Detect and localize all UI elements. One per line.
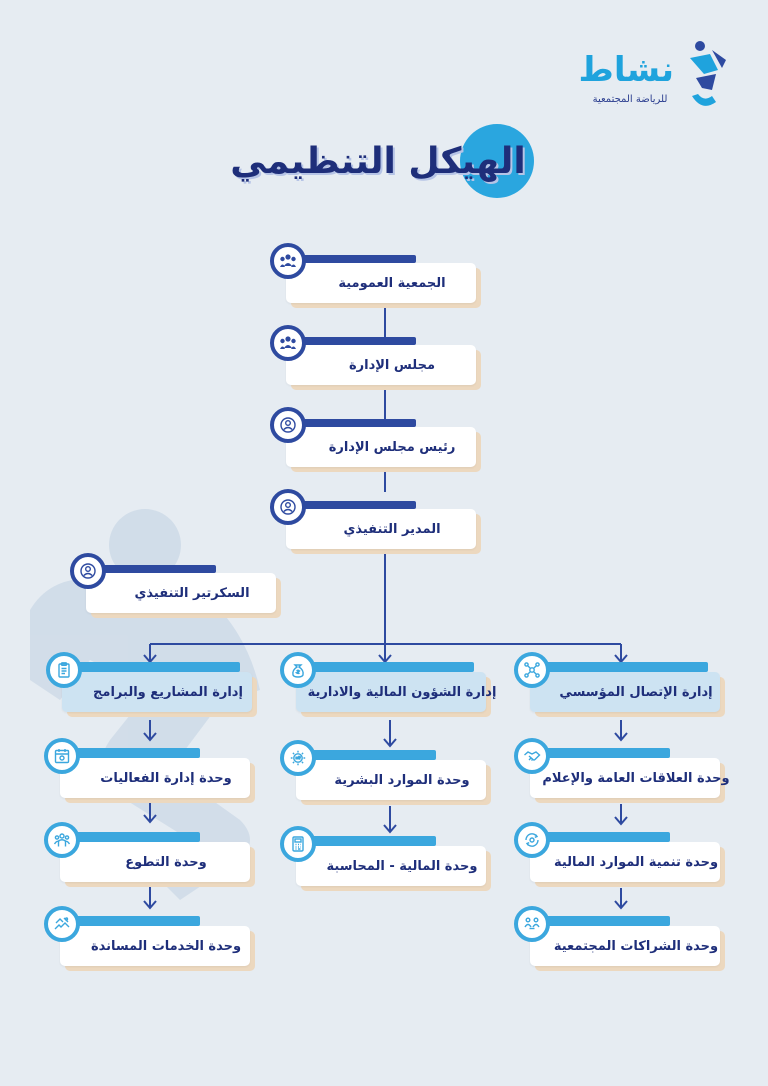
node-box bbox=[286, 345, 476, 385]
node-header-bar bbox=[294, 501, 416, 509]
brand-logo bbox=[578, 40, 738, 120]
node-box bbox=[530, 926, 720, 966]
node-box bbox=[530, 672, 720, 712]
node-box bbox=[296, 672, 497, 712]
node-box bbox=[60, 842, 250, 882]
node-header-bar bbox=[304, 750, 436, 760]
node-header-bar bbox=[294, 337, 416, 345]
node-label: الجمعية العمومية bbox=[338, 275, 446, 291]
arrow-right-3 bbox=[615, 888, 627, 908]
node-header-bar bbox=[68, 832, 200, 842]
node-box bbox=[286, 427, 476, 467]
node-label: وحدة تنمية الموارد المالية bbox=[553, 854, 719, 870]
node-box bbox=[62, 672, 252, 712]
node-label: رئيس مجلس الإدارة bbox=[328, 439, 456, 455]
network-people-icon bbox=[514, 652, 550, 688]
node-header-bar bbox=[294, 255, 416, 263]
node-box bbox=[530, 758, 730, 798]
person-icon bbox=[270, 489, 306, 525]
node-label: وحدة المالية - المحاسبة bbox=[326, 858, 478, 874]
money-bag-icon bbox=[280, 652, 316, 688]
node-header-bar bbox=[68, 916, 200, 926]
node-header-bar bbox=[538, 748, 670, 758]
node-label: وحدة العلاقات العامة والإعلام bbox=[542, 770, 730, 786]
node-header-bar bbox=[538, 662, 708, 672]
node-box bbox=[286, 509, 476, 549]
support-hands-icon bbox=[44, 906, 80, 942]
handshake-icon bbox=[514, 738, 550, 774]
node-box bbox=[296, 846, 486, 886]
arrow-to-dept-middle bbox=[379, 644, 391, 662]
node-box bbox=[60, 926, 250, 966]
node-box bbox=[286, 263, 476, 303]
node-header-bar bbox=[294, 419, 416, 427]
group-icon bbox=[270, 243, 306, 279]
node-label: المدير التنفيذي bbox=[343, 521, 441, 537]
node-label: السكرتير التنفيذي bbox=[134, 585, 250, 601]
arrow-right-1 bbox=[615, 720, 627, 740]
logo-name: نشاط bbox=[578, 50, 674, 90]
node-header-bar bbox=[70, 662, 240, 672]
group-icon bbox=[270, 325, 306, 361]
node-label: وحدة التطوع bbox=[125, 854, 207, 870]
page-title: الهيكل التنظيمي bbox=[230, 141, 526, 182]
node-label: إدارة الشؤون المالية والادارية bbox=[307, 684, 497, 700]
partnership-icon bbox=[514, 906, 550, 942]
node-header-bar bbox=[94, 565, 216, 573]
node-header-bar bbox=[68, 748, 200, 758]
node-label: وحدة إدارة الفعاليات bbox=[100, 770, 232, 786]
logo-tagline: للرياضة المجتمعية bbox=[592, 94, 668, 105]
node-header-bar bbox=[538, 832, 670, 842]
node-header-bar bbox=[304, 662, 474, 672]
node-header-bar bbox=[304, 836, 436, 846]
node-label: مجلس الإدارة bbox=[348, 357, 436, 373]
hr-gear-icon bbox=[280, 740, 316, 776]
node-box bbox=[530, 842, 720, 882]
person-icon bbox=[70, 553, 106, 589]
node-box bbox=[296, 760, 486, 800]
person-icon bbox=[270, 407, 306, 443]
calculator-icon bbox=[280, 826, 316, 862]
node-label: وحدة الشراكات المجتمعية bbox=[553, 938, 719, 954]
node-box bbox=[86, 573, 276, 613]
arrow-left-3 bbox=[144, 884, 156, 908]
arrow-right-2 bbox=[615, 804, 627, 824]
arrow-middle-1 bbox=[384, 720, 396, 746]
volunteers-icon bbox=[44, 822, 80, 858]
node-header-bar bbox=[538, 916, 670, 926]
node-label: إدارة الإتصال المؤسسي bbox=[559, 684, 713, 700]
node-label: إدارة المشاريع والبرامج bbox=[93, 684, 243, 700]
logo-mark-icon bbox=[682, 40, 732, 116]
node-label: وحدة الموارد البشرية bbox=[334, 772, 470, 788]
arrow-middle-2 bbox=[384, 806, 396, 832]
calendar-icon bbox=[44, 738, 80, 774]
node-box bbox=[60, 758, 250, 798]
clipboard-icon bbox=[46, 652, 82, 688]
money-cycle-icon bbox=[514, 822, 550, 858]
node-label: وحدة الخدمات المساندة bbox=[90, 938, 242, 954]
arrow-to-dept-right bbox=[615, 644, 627, 662]
